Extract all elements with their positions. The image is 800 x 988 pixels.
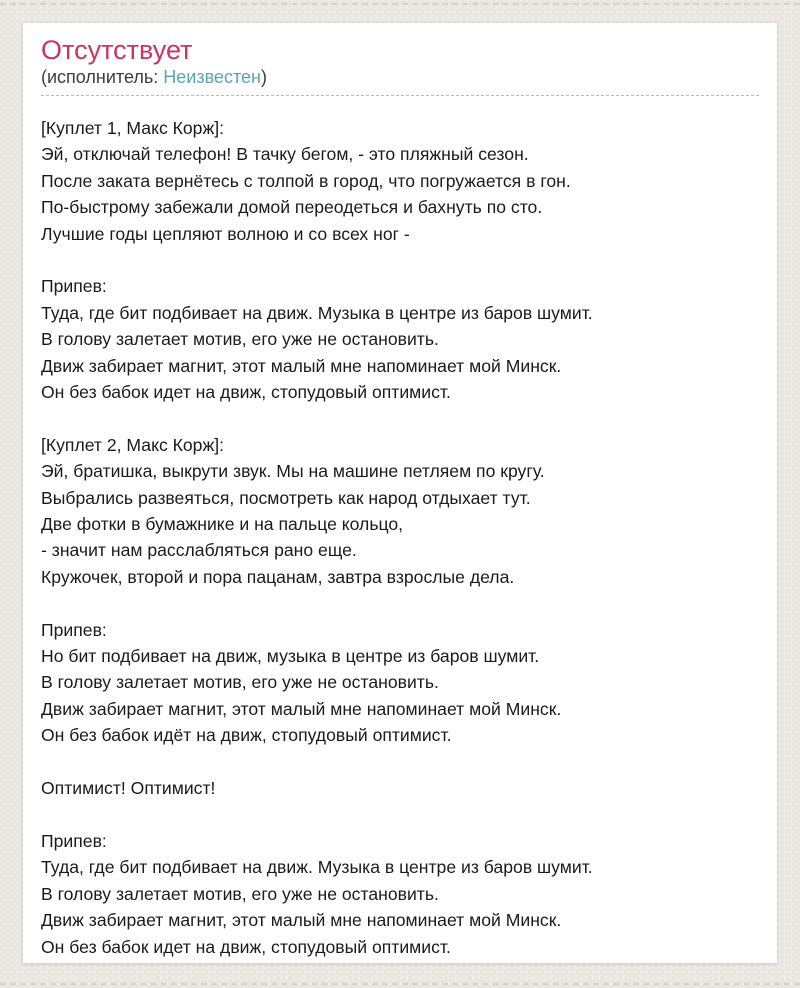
- lyric-line: По-быстрому забежали домой переодеться и бахнуть по сто.: [41, 197, 543, 218]
- lyric-line: Припев:: [41, 276, 107, 297]
- lyric-line: Туда, где бит подбивает на движ. Музыка в центре из баров шумит.: [41, 857, 593, 878]
- lyric-line: Он без бабок идёт на движ, стопудовый оптимист.: [41, 725, 452, 746]
- lyric-line: Но бит подбивает на движ, музыка в центре из баров шумит.: [41, 646, 540, 667]
- lyric-line: [Куплет 1, Макс Корж]:: [41, 118, 225, 138]
- lyric-line: Движ забирает магнит, этот малый мне напоминает мой Минск.: [41, 698, 562, 719]
- artist-link[interactable]: Неизвестен: [163, 67, 261, 87]
- top-dashed-divider: [0, 3, 800, 5]
- lyric-line: Оптимист! Оптимист!: [41, 778, 216, 799]
- stanza: [41, 617, 759, 749]
- lyric-line: Эй, братишка, выкрути звук. Мы на машине петляем по кругу.: [41, 461, 545, 482]
- lyric-line: После заката вернётесь с толпой в город, что погружается в гон.: [41, 170, 571, 191]
- lyrics: [41, 115, 759, 960]
- lyric-line: Две фотки в бумажнике и на пальце кольцо,: [41, 514, 404, 535]
- stanza: [41, 273, 759, 405]
- stanza: [41, 775, 759, 801]
- lyric-line: Туда, где бит подбивает на движ. Музыка в центре из баров шумит.: [41, 302, 593, 323]
- lyric-line: Движ забирает магнит, этот малый мне напоминает мой Минск.: [41, 355, 562, 376]
- artist-line: [41, 65, 759, 96]
- lyric-line: Он без бабок идет на движ, стопудовый оптимист.: [41, 382, 451, 403]
- bottom-dashed-divider: [0, 983, 800, 985]
- stanza: [41, 432, 759, 590]
- lyric-line: Кружочек, второй и пора пацанам, завтра взрослые дела.: [41, 566, 515, 587]
- lyric-line: Он без бабок идет на движ, стопудовый оптимист.: [41, 936, 451, 957]
- lyric-line: [Куплет 2, Макс Корж]:: [41, 434, 225, 455]
- artist-label: (исполнитель:: [41, 67, 164, 87]
- lyric-line: Движ забирает магнит, этот малый мне напоминает мой Минск.: [41, 910, 562, 931]
- stanza: [41, 828, 759, 960]
- stanza: [41, 115, 759, 247]
- lyric-line: Эй, отключай телефон! В тачку бегом, - это пляжный сезон.: [41, 144, 529, 165]
- lyric-line: В голову залетает мотив, его уже не остановить.: [41, 329, 439, 350]
- lyric-line: Припев:: [41, 619, 107, 640]
- song-title: Отсутствует: [41, 35, 193, 65]
- lyric-line: В голову залетает мотив, его уже не остановить.: [41, 883, 439, 904]
- lyric-line: В голову залетает мотив, его уже не остановить.: [41, 672, 439, 693]
- lyric-line: Лучшие годы цепляют волною и со всех ног -: [41, 223, 410, 244]
- lyric-line: - значит нам расслабляться рано еще.: [41, 540, 357, 561]
- lyrics-card: [22, 22, 778, 964]
- lyric-line: Припев:: [41, 830, 107, 851]
- artist-close-paren: ): [260, 67, 267, 87]
- lyric-line: Выбрались развеяться, посмотреть как народ отдыхает тут.: [41, 487, 531, 508]
